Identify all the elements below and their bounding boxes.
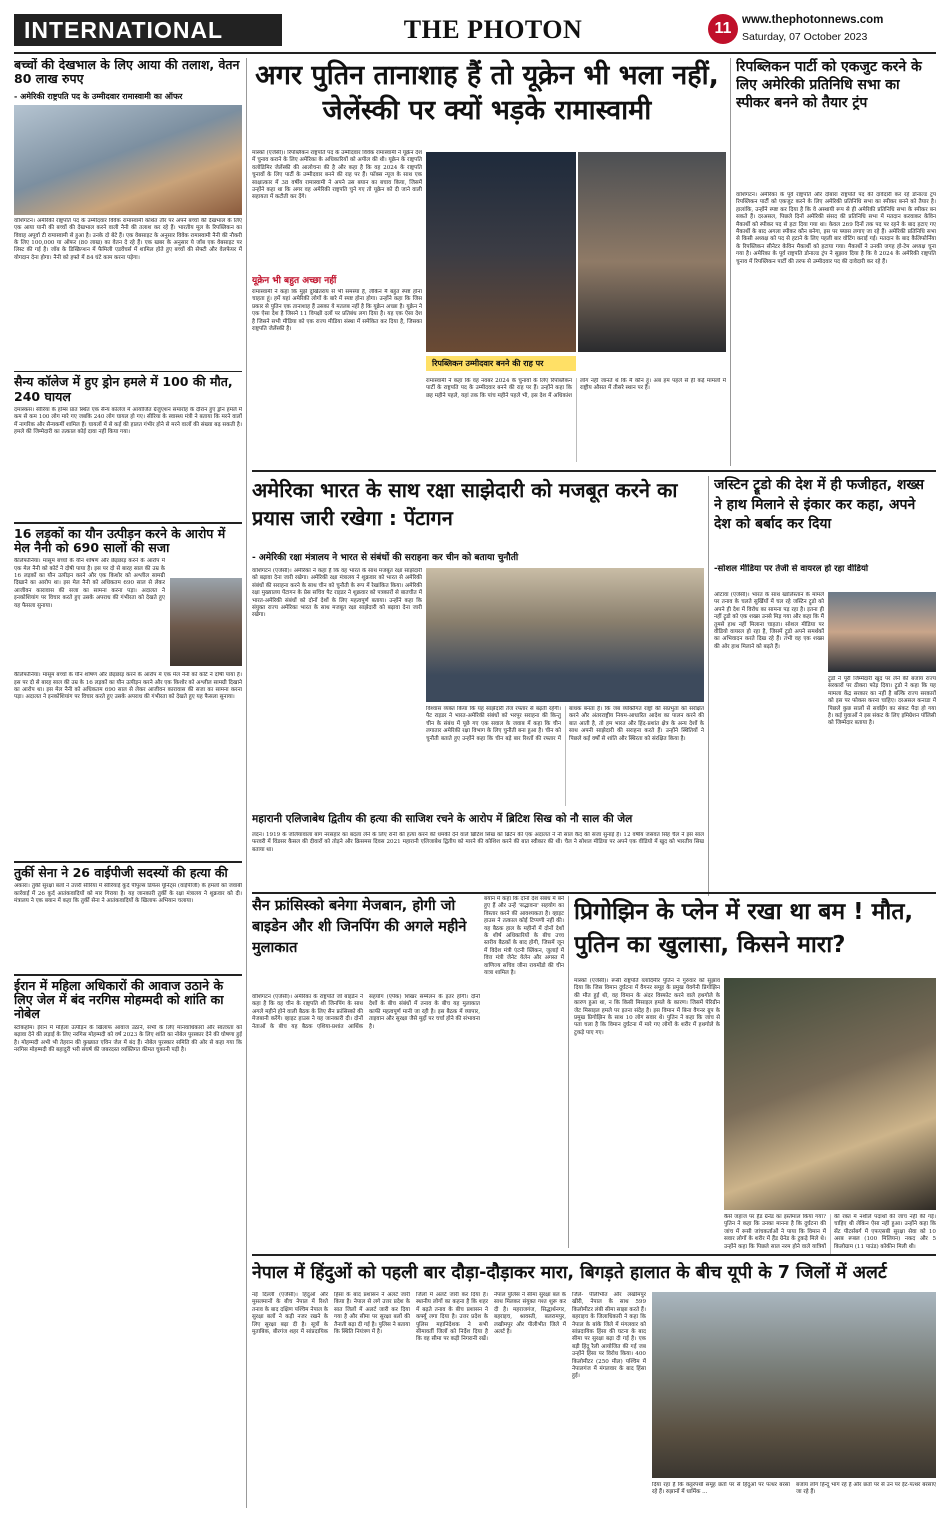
article-nobel-title: ईरान में महिला अधिकारों की आवाज उठाने के लिए जेल में बंद नरगिस मोहम्मदी को शांति का नोबेल [14, 977, 224, 1022]
page-number-badge [708, 14, 738, 44]
trump-headline: रिपब्लिकन पार्टी को एकजुट करने के लिए अमेरिकी प्रतिनिधि सभा का स्पीकर बनने को तैयार ट्रंप [736, 59, 922, 112]
trump-body: वाशिंगटन। अमेरिका के पूर्व राष्ट्रपति और दोबारा राष्ट्रपति पद की दावेदारी कर रहे डोनाल्ड ट्रंप रिपब्लिकन पार्टी को एकजुट करने के लिए अमेरिकी प्रतिनिधि सभा का स्पीकर बनने को तैयार है। हालांकि, उन्होंने स्पष्ट कर दिया है कि वे अस्थायी रूप से ही अमेरिकी प्रतिनिधि सभा के स्पीकर बन सकते हैं। दरअसल, पिछले दिनों अमेरिकी संसद की प्रतिनिधि सभा में मतदान करवाकर केविन मैकार्थी को स्पीकर पद से हटा दिया गया था। केवल 269 दिनों तक पद पर रहने के बाद हटाए गए मैकार्थी के बाद अगला स्पीकर कौन बनेगा, इस पर फ्यास लगाए जा रहे हैं। अमेरिकी प्रतिनिधि सभा से किसी अध्यक्ष को पद से हटाने के लिए पहली बार वोटिंग कराई गई। मतदान के बाद कैलिफोर्निया के रिपब्लिकन सीनेटर केविन मैकार्थी को हटाया गया। मैकार्थी ने उनकी जगह हो-टेम अध्यक्ष चुना गया है। अमेरिका के पूर्व राष्ट्रपति डोनाल्ड ट्रंप ने सुझाव दिया है कि वे 2024 के अमेरिकी राष्ट्रपति चुनाव में रिपब्लिकन पार्टी की तरफ से उम्मीदवार पद की दावेदारी कर रहे हैं। [736, 192, 936, 265]
prigozhin-body-2-text: कैसे जहाज पर हैंड ग्रेनेड का इस्तेमाल किया गया? पुतिन ने कहा कि उनका मानना है कि दुर्घटना की जांच में रूसी जांचकर्ताओं ने पाया कि विमान में सवार लोगों के शरीर में हैंड ग्रेनेड के टुकड़े मिले थे। उन्होंने कहा कि पिछले साल नरम होने वाले यात्रियों की रक्त में नशीले पदार्थों की जांच नहीं की गई। [724, 1214, 936, 1250]
pentagon-body-2-text: विश्वास व्यक्त किया कि यह साझेदारी तेज रफ्तार से बढ़ती रहेगी। पैट राइडर ने भारत-अमेरिकी संबंधों को भरपूर सराहना की किन्तु चीन के संबंध में पूछे गए एक सवाल के जवाब में कहा कि चीन लगातार अमेरिकी रक्षा विभाग के लिए चुनौती बना हुआ है। चीन को चुनौती बताते हुए उन्होंने कहा कि चीन बड़े बार रिश्तों की रफ्तार में बाधक बनता है। [426, 706, 603, 742]
sf-body: वॉशिंगटन (एजेंसी)। अमेरिका के राष्ट्रपति जो बाइडेन ने कहा है कि वह चीन के राष्ट्रपति शी जिनपिंग के साथ अगले महीने होने वाली बैठक के लिए सैन फ्रांसिस्को की मेजबानी करेंगे। व्हाइट हाउस ने यह जानकारी दी। दोनों नेताओं के बीच यह बैठक एशिया-प्रशांत आर्थिक सहयोग (एपेक) शिखर सम्मेलन के इतर होगी। दोनों देशों के बीच संबंधों में तनाव के बीच यह मुलाकात काफी महत्वपूर्ण मानी जा रही है। इस बैठक में व्यापार, ताइवान और सुरक्षा जैसे मुद्दों पर चर्चा होने की संभावना है। [252, 994, 480, 1030]
trudeau-body-2: ट्रूडो ने पूरी जिम्मेदारी खुद पर लेने की बजाय राज्य सरकारों पर ठीकरा फोड़ दिया। ट्रूडो ने कहा कि यह मामला केंद्र सरकार का नहीं है बल्कि राज्य सरकारों को इस पर फोकस करना चाहिए। दरअसल कनाडा में पिछले कुछ सालों से सर्वाईंग का संकट पैदा हो गया है। कई युवाओं ने इस संकट के लिए इमिग्रेशन पॉलिसी को जिम्मेदार बताया है। [828, 676, 936, 727]
article-drone-title: सैन्य कॉलेज में हुए ड्रोन हमले में 100 की मौत, 240 घायल [14, 374, 233, 404]
trudeau-body: ओटावा (एजेंसी)। भारत के साथ खालिस्तान के मामले पर तनाव के चलते सुर्खियों में चल रहे जस्टिन ट्रूडो को अपने ही देश में विरोध का सामना पड़ रहा है। इतना ही नहीं ट्रूडो को एक शख्स उनसे मिड़ गया और कहा कि मैं तुमसे हाथ नहीं मिलाना चाहता। सोशल मीडिया पर वीडियो वायरल हो रहा है, जिसमें ट्रूडो अपने समर्थकों का अभिवादन करते दिख रहे हैं। तभी वह एक शख्स की ओर हाथ मिलाने को बढ़ते हैं। [714, 592, 824, 650]
prigozhin-body-2 [724, 1214, 936, 1254]
website[interactable] [742, 14, 937, 30]
zelensky-photo [578, 152, 726, 352]
trudeau-photo [828, 592, 936, 672]
nepal-photo-caption-2: बजाय लोग हिन्दू भाग रहे हैं और छतों पर से उन पर ईंट-पत्थर बरसाए जा रहे हैं। [796, 1482, 936, 1496]
trudeau-headline: जस्टिन ट्रूडो की देश में ही फजीहत, शख्स ने हाथ मिलाने से इंकार कर कहा, अपने देश को बर्बाद कर दिया [714, 477, 924, 533]
article-turkey-title: तुर्की सेना ने 26 वाईपीजी सदस्यों की हत्या की [14, 864, 228, 880]
pentagon-body-2 [426, 706, 704, 806]
issue-date [742, 31, 937, 47]
prigozhin-memorial-photo [724, 978, 936, 1210]
top-story-body-2: रामास्वामी ने कहा कि मुझे दुखितराय से भी समस्या है, लेकिन मैं बहुत स्पष्ट होना चाहता हूं। हमें यहां अमेरिकी लोगों के बारे में स्पष्ट होना होगा। उन्होंने कहा कि जिस प्रकार से पुतिन एक तानाशाह हैं उसका ये मतलब नहीं है कि यूक्रेन अच्छा है। यूक्रेन ने एक ऐसा देश है जिसने 11 विपक्षी दलों पर प्रतिबंध लगा दिया है। यह एक ऐसा देश है जिसने सभी मीडिया को एक राज्य मीडिया संस्था में समेकित कर दिया है, जिसका राष्ट्रपति जेलेंस्की है। [252, 289, 422, 333]
pentagon-meeting-photo [426, 568, 704, 702]
sikh-headline: महारानी एलिजाबेथ द्वितीय की हत्या की साजिश रचने के आरोप में ब्रिटिश सिख को नौ साल की जेल [252, 813, 633, 825]
section-label: INTERNATIONAL [24, 17, 224, 43]
nepal-street-photo [652, 1292, 936, 1478]
top-story-body-3: रामास्वामी ने कहा कि वह नवंबर 2024 के चुनावों के लिए रिपब्लिकन पार्टी के राष्ट्रपति पद के उम्मीदवार बनने की राह पर हैं। उन्होंने कहा कि छह महीने पहले, यहां तक कि पांच महीने पहले भी, इस देश में अधिकांश लोग नहीं जानते थे कि मैं कौन हूं। अब हम पहले से ही कई मामलों में राष्ट्रीय औसत में तीसरे स्थान पर हैं। [426, 378, 726, 399]
ramaswamy-family-photo [14, 105, 242, 215]
article-nanny-sentence-body-cont: कैलिफोर्निया। मासूम बच्चों के यौन शोषण और छेड़छाड़ करने के आरोप में एक मेल नैनी को कोर्ट ने दोषी पाया है। इस पर दो से बारह साल की उम्र के 16 लड़कों का यौन उत्पीड़न करने और एक किशोर को अश्लील सामग्री दिखाने का आरोप था। इस मेल नैनी को अधिकतम 690 साल से लेकर आजीवन कारावास की सजा का सामना करना पड़ा। अदालत ने इनकोशियांग पर विचार करते हुए उसके अपराध की गंभीरता को देखते हुए यह फैसला सुनाया। [14, 672, 242, 701]
article-drone-body: दमास्कस। सीरिया के होम्स प्रांत स्थित एक सैन्य कॉलेज में आयोजित ग्रेजुएशन समारोह के दौरान हुए ड्रोन हमले में कम से कम 100 लोग मारे गए जबकि 240 लोग घायल हो गए। सीरिया के स्वास्थ्य मंत्री ने बताया कि मरने वालों में नागरिक और सैन्यकर्मी शामिल हैं। घायलों में से कई की हालत गंभीर होने से मरने वालों की संख्या बढ़ सकती है। हमले की जिम्मेदारी का तत्काल कोई दावा नहीं किया गया। [14, 407, 242, 436]
nepal-body-3: जिले- पीलीभीत और लखीमपुर खीरी, नेपाल के साथ 599 किलोमीटर लंबी सीमा साझा करते हैं। बहराइच के जिलाधिकारी ने कहा कि नेपाल के बांके जिले में मंगलवार को सांप्रदायिक हिंसा की घटना के बाद सीमा पर सुरक्षा बढ़ा दी गई है। एक बड़ी हिंदू रैली आयोजित की गई जब उन्होंने हिंसा पर विरोध किया। 400 किलोमीटर (250 मील) पश्चिम में नेपालगंज में मंगलवार के बाद हिंसा हुई। [572, 1292, 646, 1380]
nepal-headline: नेपाल में हिंदुओं को पहली बार दौड़ा-दौड़ाकर मारा, बिगड़ते हालात के बीच यूपी के 7 जिलों में अलर्ट [252, 1263, 887, 1283]
sf-body-2: बयान में कहा कि दोनों देश संबंध में बने हुए हैं और उन्हें 'सद्भावना' सहयोग का विस्तार करने की आवश्यकता है। व्हाइट हाउस ने तत्काल कोई टिप्पणी नहीं की। यह बैठक हाल के महीनों में दोनों देशों के शीर्ष अधिकारियों के बीच उच्च स्तरीय बैठकों के बाद होगी, जिसमें जून में विदेश मंत्री एंटनी ब्लिंकन, जुलाई में वित्त मंत्री जेनेट येलेन और अगस्त में वाणिज्य सचिव जीना रायमोंडो की चीन यात्रा शामिल है। [484, 896, 564, 977]
top-story-headline: अगर पुतिन तानाशाह हैं तो यूक्रेन भी भला नहीं, जेलेंस्की पर क्यों भड़के रामास्वामी [255, 60, 719, 127]
top-story-subhead: यूक्रेन भी बहुत अच्छा नहीं [252, 276, 337, 286]
sf-headline: सैन फ्रांसिस्को बनेगा मेजबान, होगी जो बाइडेन और शी जिनपिंग की अगले महीने मुलाकात [252, 898, 467, 957]
sikh-body: लंदन। 1919 के जलियांवाला बाग नरसंहार का बदला लेने के लिए रानी की हत्या करने की धमकी देने वाले ब्रिटिश सिख को ब्रिटेन की एक अदालत ने नौ साल कैद की सजा सुनाई है। 12 वर्षीय जसवंत सिंह चैल ने इस साल फरवरी में विंडसर कैसल की दीवारों को तोड़ने और क्रिसमस दिवस 2021 महारानी एलिजाबेथ द्वितीय को मारने की कोशिश करने की बात स्वीकार की थी। चैल ने सोशल मीडिया पर अपने एक वीडियो में खुद को भारतीय सिख बताया था। [252, 832, 704, 853]
article-turkey-body: अंकारा। तुर्की सुरक्षा बलों ने उत्तरी सीरिया में सीरियाई कुर्द पीपुल्स डिफेंस यूनिट्स (वाईपीजी) के हमलों को जवाबी कार्रवाई में 26 कुर्द आतंकवादियों को मार गिराया है। यह जानकारी तुर्की के रक्षा मंत्रालय ने शुक्रवार को दी। मंत्रालय ने एक बयान में कहा कि तुर्की सेना ने आतंकवादियों के खिलाफ अभियान चलाया। [14, 883, 242, 904]
left-column [14, 58, 242, 1508]
article-nanny-sentence-body: कैलिफोर्निया। मासूम बच्चों के यौन शोषण और छेड़छाड़ करने के आरोप में एक मेल नैनी को कोर्ट ने दोषी पाया है। इस पर दो से बारह साल की उम्र के 16 लड़कों का यौन उत्पीड़न करने और एक किशोर को अश्लील सामग्री दिखाने का आरोप था। इस मेल नैनी को अधिकतम 690 साल से लेकर आजीवन कारावास की सजा का सामना करना पड़ा। अदालत ने इनकोशियांग पर विचार करते हुए उसके अपराध की गंभीरता को देखते हुए यह फैसला सुनाया। [14, 558, 165, 609]
trudeau-subtitle: -सोशल मीडिया पर तेजी से वायरल हो रहा वीडियो [714, 564, 869, 574]
article-nanny-subtitle: - अमेरिकी राष्ट्रपति पद के उम्मीदवार रामास्वामी का ऑफर [14, 91, 183, 101]
website-link[interactable]: www.thephotonnews.com [742, 14, 884, 26]
convict-mugshot-photo [170, 578, 242, 666]
pentagon-subtitle: - अमेरिकी रक्षा मंत्रालय ने भारत से संबंधों की सराहना कर चीन को बताया चुनौती [252, 553, 519, 563]
pentagon-body-3-text: कि जब व्यक्तिगत राष्ट्रों की संप्रभुता को संरक्षित करने और अंतरराष्ट्रीय नियम-आधारित आदेश का पालन करने की बात आती है, तो हम भारत और हिंद-प्रशांत क्षेत्र के अन्य देशों के साथ अपनी साझेदारी की सराहना करते हैं। उन्होंने स्थितियों ने पिछले कई वर्षों से शांति और स्थिरता को संरक्षित किया है। [569, 706, 704, 742]
masthead [368, 12, 618, 48]
ramaswamy-speech-photo [426, 152, 576, 352]
pentagon-body: वाशिंगटन (एजेंसी)। अमेरिका ने कहा है कि वह भारत के साथ मजबूत रक्षा साझेदारी को बढ़ावा देना जारी रखेगा। अमेरिकी रक्षा मंत्रालय ने शुक्रवार को भारत से अमेरिकी संबंधों की सराहना करने के साथ चीन को चुनौती के रूप में रेखांकित किया। अमेरिकी रक्षा मुख्यालय पेंटागन के प्रेस सचिव पैट राइडर ने शुक्रवार को पत्रकारों से बातचीत में भारत-अमेरिकी संबंधों को दोनों देशों के लिए महत्वपूर्ण बताया। उन्होंने कहा कि संयुक्त राज्य अमेरिका भारत के साथ मजबूत रक्षा साझेदारी को बढ़ावा देना जारी रखेगा। [252, 568, 422, 619]
nepal-body-2: जिलों में अलर्ट जारी कर दिया है। स्थानीय लोगों का कहना है कि शहर में बढ़ते तनाव के बीच प्रशासन ने कर्फ्यू लगा दिया है। उत्तर प्रदेश के पुलिस महानिदेशक ने सभी सीमावर्ती जिलों को निर्देश दिया है कि वह सीमा पर कड़ी निगरानी रखें। नेपाल पुलिस ने सीमा सुरक्षा बल के साथ मिलकर संयुक्त गश्त शुरू कर दी है। महराजगंज, सिद्धार्थनगर, बहराइच, श्रावस्ती, बलरामपुर, लखीमपुर और पीलीभीत जिले में अलर्ट है। [416, 1292, 566, 1343]
top-story-text-col1 [252, 150, 422, 466]
prigozhin-headline: प्रिगोझिन के प्लेन में रखा था बम ! मौत, पुतिन का खुलासा, किसने मारा? [574, 899, 914, 959]
issue-date-text: Saturday, 07 October 2023 [742, 31, 868, 43]
article-nobel-body: स्टॉकहोम। ईरान में महिला उत्पीड़न के खिलाफ आवाज उठाने, सभी के लिए मानवाधिकारों और स्वतंत्रता को बढ़ावा देने की लड़ाई के लिए नरगिस मोहम्मदी को वर्ष 2023 के लिए शांति का नोबेल पुरस्कार देने की घोषणा हुई है। मोहम्मदी अभी भी तेहरान की कुख्यात एविन जेल में बंद हैं। नोबेल पुरस्कार समिति की ओर से कहा गया कि नरगिस मोहम्मदी की बहादुरी भरी संघर्ष की जबरदस्त व्यक्तिगत कीमत चुकानी पड़ी है। [14, 1024, 242, 1053]
nepal-body: नई दिल्ली (एजेंसी)। हिंदुओं और मुसलमानों के बीच नेपाल में रिश्ते तनाव के बाद दक्षिण पश्चिम नेपाल के सुरक्षा बलों ने कड़ी नजर रखने के लिए सुरक्षा बढ़ा दी है। सूत्रों के मुताबिक, बीरगंज शहर में सांप्रदायिक हिंसा के बाद प्रशासन ने अलर्ट जारी किया है। नेपाल से लगे उत्तर प्रदेश के सात जिलों में अलर्ट जारी कर दिया गया है और सीमा पर सुरक्षा बलों की तैनाती बढ़ा दी गई है। पुलिस ने बताया कि स्थिति नियंत्रण में है। [252, 1292, 410, 1336]
section-banner [14, 14, 282, 46]
article-nanny-sentence-title: 16 लड़कों का यौन उत्पीड़न करने के आरोप में मेल नैनी को 690 सालों की सजा [14, 525, 226, 555]
nepal-photo-caption-1: दिया रहा है कि कट्टरपंथी समूह छतों पर से हिंदुओं पर पत्थर बरसा रहे हैं। रुझानों में धार्मिक ... [652, 1482, 790, 1496]
prigozhin-body-3-text: चाहिए थी लेकिन ऐसा नहीं हुआ। उन्होंने कहा कि सेंट पीटर्सबर्ग में एफएसबी सुरक्षा सेवा को 10 अरब रूबल (100 मिलियन) नकद और 5 किलोग्राम (11 पाउंड) कोकीन मिली थी। [834, 1221, 936, 1250]
top-story-photo-caption: रिपब्लिकन उम्मीदवार बनने की राह पर [426, 356, 576, 371]
top-story-body-1: मास्को (एजेंसी)। रिपब्लिकन राष्ट्रपति पद के उम्मीदवार विवेक रामास्वामी ने यूक्रेन देश में चुनाव कराने के लिए अमेरिका के अधिकारियों को अपील की थी। यूक्रेन के राष्ट्रपति वलोडिमिर जेलेंस्की की आलोचना की है और कहा है कि वह 2024 के राष्ट्रपति चुनावों के लिए पार्टी के उम्मीदवार बनने की राह पर हैं। फॉक्स न्यूज के साथ एक साक्षात्कार में 38 वर्षीय रामास्वामी ने अपने उस बयान का बचाव किया, जिसमें उन्होंने कहा था कि अगर वह अमेरिकी राष्ट्रपति चुने गए तो यूक्रेन को दी जाने वाली सहायता में कटौती कर देंगे। [252, 150, 422, 201]
masthead-title: THE PHOTON [403, 15, 583, 44]
pentagon-headline: अमेरिका भारत के साथ रक्षा साझेदारी को मजबूत करने का प्रयास जारी रखेगा : पेंटागन [252, 478, 678, 530]
article-nanny-title: बच्चों की देखभाल के लिए आया की तलाश, वेतन 80 लाख रुपए [14, 58, 240, 87]
page-number: 11 [714, 20, 732, 37]
article-nanny-body: वॉशिंगटन। अमेरिकी राष्ट्रपति पद के उम्मीदवार विवेक रामास्वामी कथित तौर पर अपने बच्चों की देखभाल के लिए एक आया यानी की बच्चों की देखभाल करने वाली नैनी की तलाश कर रहे हैं। भारतीय मूल के रिपब्लिकन का विवाह अपूर्वा टी रामास्वामी से हुआ है। उनके दो बेटे हैं। एक वेबसाइट के अनुसार विवेक रामास्वामी नैनी की नौकरी के लिए 100,000 या ऑफर (80 लाख) का वेतन दे रहे हैं। एक खबर के अनुसार ये जॉब एक वेबसाइट पर लिस्ट की गई है। जॉब के डिस्क्रिप्शन में फैमिली एडवेंचर्स में शामिल होते हुए बच्चों की सेफ्टी और वेलफेयर में योगदान देना होगा। नैनी को हफ्ते में 84 घंटे काम करना पड़ेगा। [14, 217, 242, 261]
prigozhin-body: मास्को (एजेंसी)। रूसी राष्ट्रपति व्लादिमीर पुतिन ने गुरुवार को सुझाव दिया कि जिस विमान दुर्घटना में वैगनर समूह के प्रमुख येवगेनी प्रिगोझिन की मौत हुई थी, वह विमान के अंदर विस्फोट करने वाले हथगोले के कारण हुआ था, न कि किसी मिसाइल हमले के कारण। जिसमें पेरिग्रीन जेट मिसाइल हमले पर इतना संदेह है। इस विमान में बिना वैगनर ग्रुप के प्रमुख प्रिगोझिन के साथ 10 लोग सवार थे। पुतिन ने कहा कि जांच से पता चला है कि विमान दुर्घटना में मारे गए लोगों के शरीर में हथगोले के टुकड़े पाए गए। [574, 978, 720, 1036]
